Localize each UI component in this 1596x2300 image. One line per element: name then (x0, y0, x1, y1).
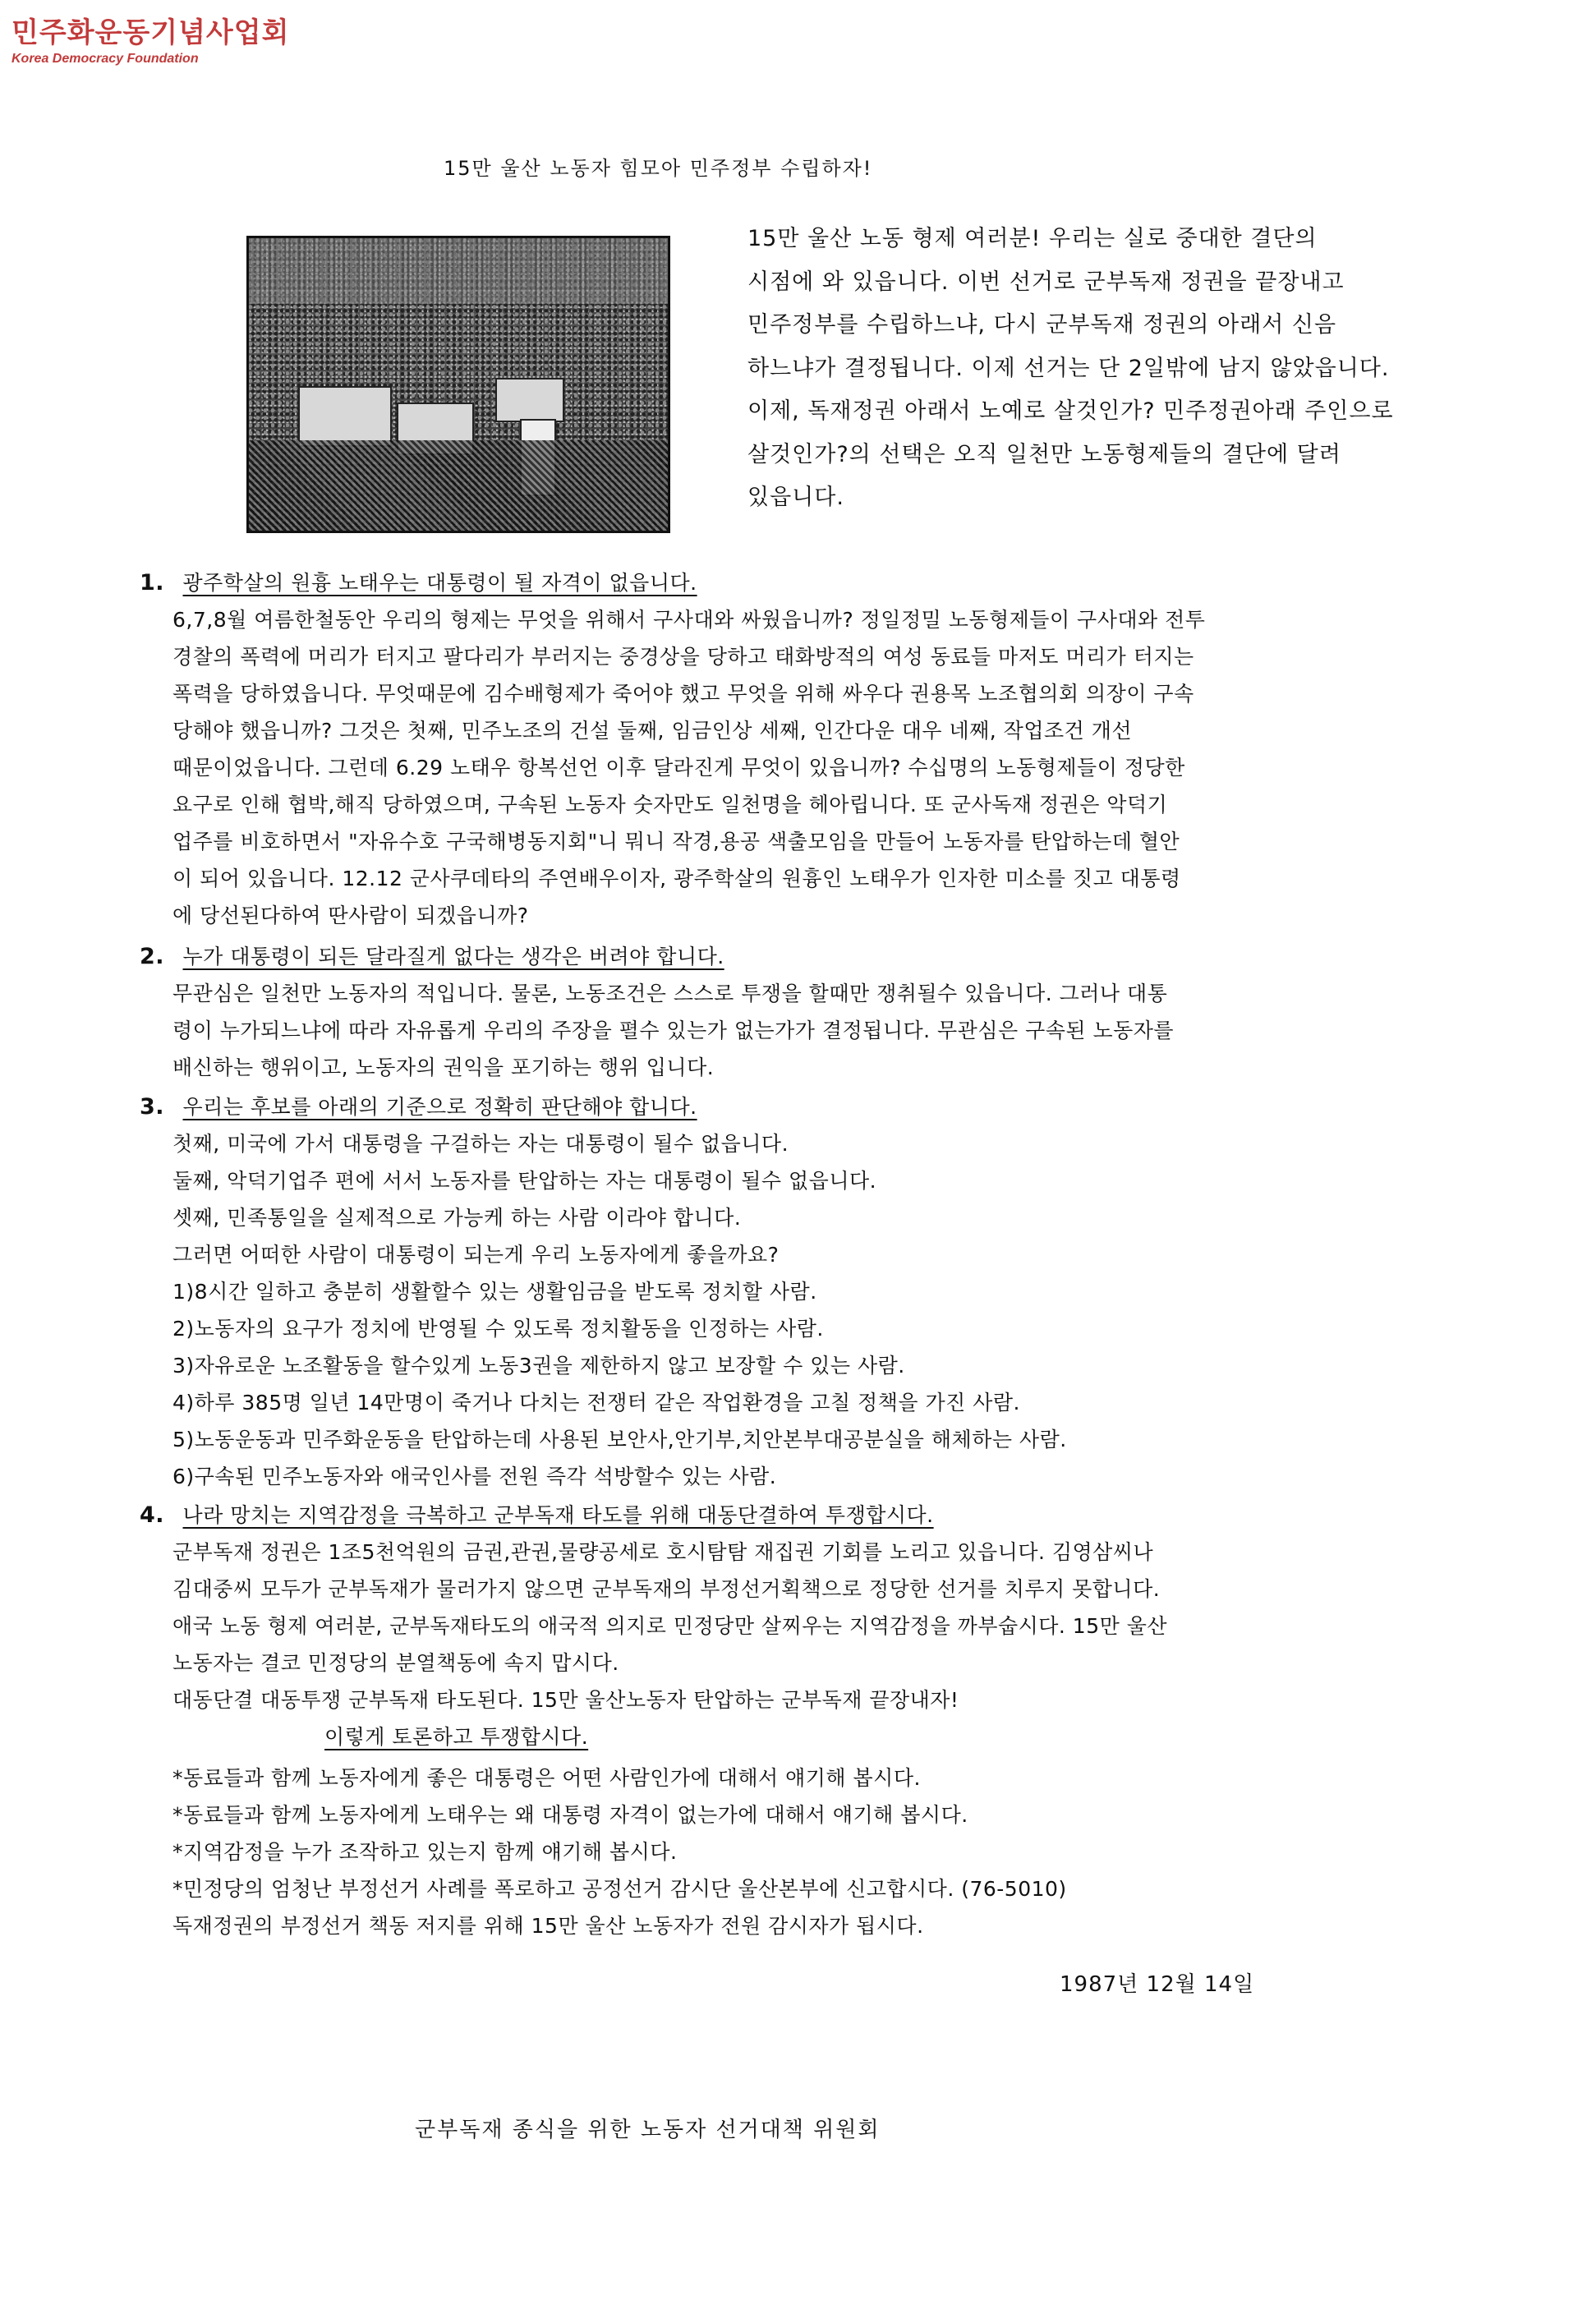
intro-line: 15만 울산 노동 형제 여러분! 우리는 실로 중대한 결단의 (747, 226, 1318, 251)
paragraph-line: 6,7,8월 여름한철동안 우리의 형제는 무엇을 위해서 구사대와 싸웠읍니까? 정일정밀 노동형제들이 구사대와 전투 (172, 608, 1206, 632)
paragraph-line: 애국 노동 형제 여러분, 군부독재타도의 애국적 의지로 민정당만 살찌우는 지역감정을 까부숩시다. 15만 울산 (172, 1614, 1168, 1638)
discussion-item: *동료들과 함께 노동자에게 노태우는 왜 대통령 자격이 없는가에 대해서 얘기해 봅시다. (172, 1803, 968, 1827)
paragraph-line: 요구로 인해 협박,해직 당하였으며, 구속된 노동자 숫자만도 일천명을 헤아립니다. 또 군사독재 정권은 악덕기 (172, 793, 1168, 816)
criteria-line: 4)하루 385명 일년 14만명이 죽거나 다치는 전쟁터 같은 작업환경을 고칠 정책을 가진 사람. (172, 1391, 1020, 1414)
section-4-heading: 4. 나라 망치는 지역감정을 극복하고 군부독재 타도를 위해 대동단결하여 투쟁합시다. (140, 1502, 934, 1528)
issuer-name: 군부독재 종식을 위한 노동자 선거대책 위원회 (415, 2118, 881, 2142)
intro-line: 있읍니다. (747, 485, 844, 510)
document-title: 15만 울산 노동자 힘모아 민주정부 수립하자! (444, 157, 873, 180)
paragraph-line: 폭력을 당하였읍니다. 무엇때문에 김수배형제가 죽어야 했고 무엇을 위해 싸우다 권용목 노조협의회 의장이 구속 (172, 682, 1194, 706)
criteria-line: 셋째, 민족통일을 실제적으로 가능케 하는 사람 이라야 합니다. (172, 1206, 742, 1230)
discussion-item: *동료들과 함께 노동자에게 좋은 대통령은 어떤 사람인가에 대해서 얘기해 봅시다. (172, 1766, 921, 1790)
watermark-english: Korea Democracy Foundation (11, 52, 199, 66)
paragraph-line: 당해야 했읍니까? 그것은 첫째, 민주노조의 건설 둘째, 임금인상 세째, 인간다운 대우 네째, 작업조건 개선 (172, 719, 1133, 743)
section-2-heading: 2. 누가 대통령이 되든 달라질게 없다는 생각은 버려야 합니다. (140, 944, 724, 969)
intro-line: 이제, 독재정권 아래서 노예로 살것인가? 민주정권아래 주인으로 (747, 398, 1394, 424)
criteria-line: 2)노동자의 요구가 정치에 반영될 수 있도록 정치활동을 인정하는 사람. (172, 1317, 824, 1341)
criteria-line: 첫째, 미국에 가서 대통령을 구걸하는 자는 대통령이 될수 없읍니다. (172, 1132, 789, 1156)
paragraph-line: 업주를 비호하면서 "자유수호 구국해병동지회"니 뭐니 작경,용공 색출모임을 만들어 노동자를 탄압하는데 혈안 (172, 830, 1180, 853)
section-3-heading: 3. 우리는 후보를 아래의 기준으로 정확히 판단해야 합니다. (140, 1094, 697, 1120)
criteria-line: 그러면 어떠한 사람이 대통령이 되는게 우리 노동자에게 좋을까요? (172, 1243, 780, 1267)
intro-line: 시점에 와 있읍니다. 이번 선거로 군부독재 정권을 끝장내고 (747, 269, 1345, 295)
discussion-item: *지역감정을 누가 조작하고 있는지 함께 얘기해 봅시다. (172, 1840, 678, 1864)
discussion-item: *민정당의 엄청난 부정선거 사례를 폭로하고 공정선거 감시단 울산본부에 신고합시다. (76-5010) (172, 1877, 1067, 1901)
paragraph-line: 김대중씨 모두가 군부독재가 물러가지 않으면 군부독재의 부정선거획책으로 정당한 선거를 치루지 못합니다. (172, 1577, 1161, 1601)
watermark (11, 16, 289, 67)
criteria-line: 6)구속된 민주노동자와 애국인사를 전원 즉각 석방할수 있는 사람. (172, 1465, 777, 1488)
paragraph-line: 때문이었읍니다. 그런데 6.29 노태우 항복선언 이후 달라진게 무엇이 있읍니까? 수십명의 노동형제들이 정당한 (172, 756, 1185, 780)
criteria-line: 5)노동운동과 민주화운동을 탄압하는데 사용된 보안사,안기부,치안본부대공분실을 해체하는 사람. (172, 1428, 1067, 1451)
intro-line: 민주정부를 수립하느냐, 다시 군부독재 정권의 아래서 신음 (747, 312, 1337, 338)
paragraph-line: 배신하는 행위이고, 노동자의 권익을 포기하는 행위 입니다. (172, 1056, 715, 1079)
closing-call: 이렇게 토론하고 투쟁합시다. (324, 1725, 589, 1749)
discussion-item: 독재정권의 부정선거 책동 저지를 위해 15만 울산 노동자가 전원 감시자가 됩시다. (172, 1914, 924, 1938)
paragraph-line: 노동자는 결코 민정당의 분열책동에 속지 맙시다. (172, 1651, 619, 1675)
paragraph-line: 에 당선된다하여 딴사람이 되겠읍니까? (172, 904, 529, 927)
criteria-line: 둘째, 악덕기업주 편에 서서 노동자를 탄압하는 자는 대통령이 될수 없읍니다. (172, 1169, 877, 1193)
paragraph-line: 대동단결 대동투쟁 군부독재 타도된다. 15만 울산노동자 탄압하는 군부독재 끝장내자! (172, 1688, 959, 1712)
document-date: 1987년 12월 14일 (1060, 1972, 1255, 1997)
intro-line: 하느냐가 결정됩니다. 이제 선거는 단 2일밖에 남지 않았읍니다. (747, 355, 1390, 381)
watermark-korean: 민주화운동기념사업회 (11, 16, 290, 49)
paragraph-line: 군부독재 정권은 1조5천억원의 금권,관권,물량공세로 호시탐탐 재집권 기회를 노리고 있읍니다. 김영삼씨나 (172, 1540, 1154, 1564)
criteria-line: 1)8시간 일하고 충분히 생활할수 있는 생활임금을 받도록 정치할 사람. (172, 1280, 817, 1304)
criteria-line: 3)자유로운 노조활동을 할수있게 노동3권을 제한하지 않고 보장할 수 있는 사람. (172, 1354, 905, 1378)
paragraph-line: 이 되어 있읍니다. 12.12 군사쿠데타의 주연배우이자, 광주학살의 원흉인 노태우가 인자한 미소를 짓고 대통령 (172, 867, 1181, 890)
paragraph-line: 경찰의 폭력에 머리가 터지고 팔다리가 부러지는 중경상을 당하고 태화방적의 여성 동료들 마저도 머리가 터지는 (172, 645, 1194, 669)
paragraph-line: 령이 누가되느냐에 따라 자유롭게 우리의 주장을 펼수 있는가 없는가가 결정됩니다. 무관심은 구속된 노동자를 (172, 1019, 1175, 1042)
section-1-heading: 1. 광주학살의 원흉 노태우는 대통령이 될 자격이 없읍니다. (140, 570, 697, 596)
paragraph-line: 무관심은 일천만 노동자의 적입니다. 물론, 노동조건은 스스로 투쟁을 할때만 쟁취될수 있읍니다. 그러나 대통 (172, 982, 1168, 1005)
intro-line: 살것인가?의 선택은 오직 일천만 노동형제들의 결단에 달려 (747, 441, 1341, 467)
rally-photo (246, 236, 670, 533)
intro-paragraph (747, 218, 1520, 520)
